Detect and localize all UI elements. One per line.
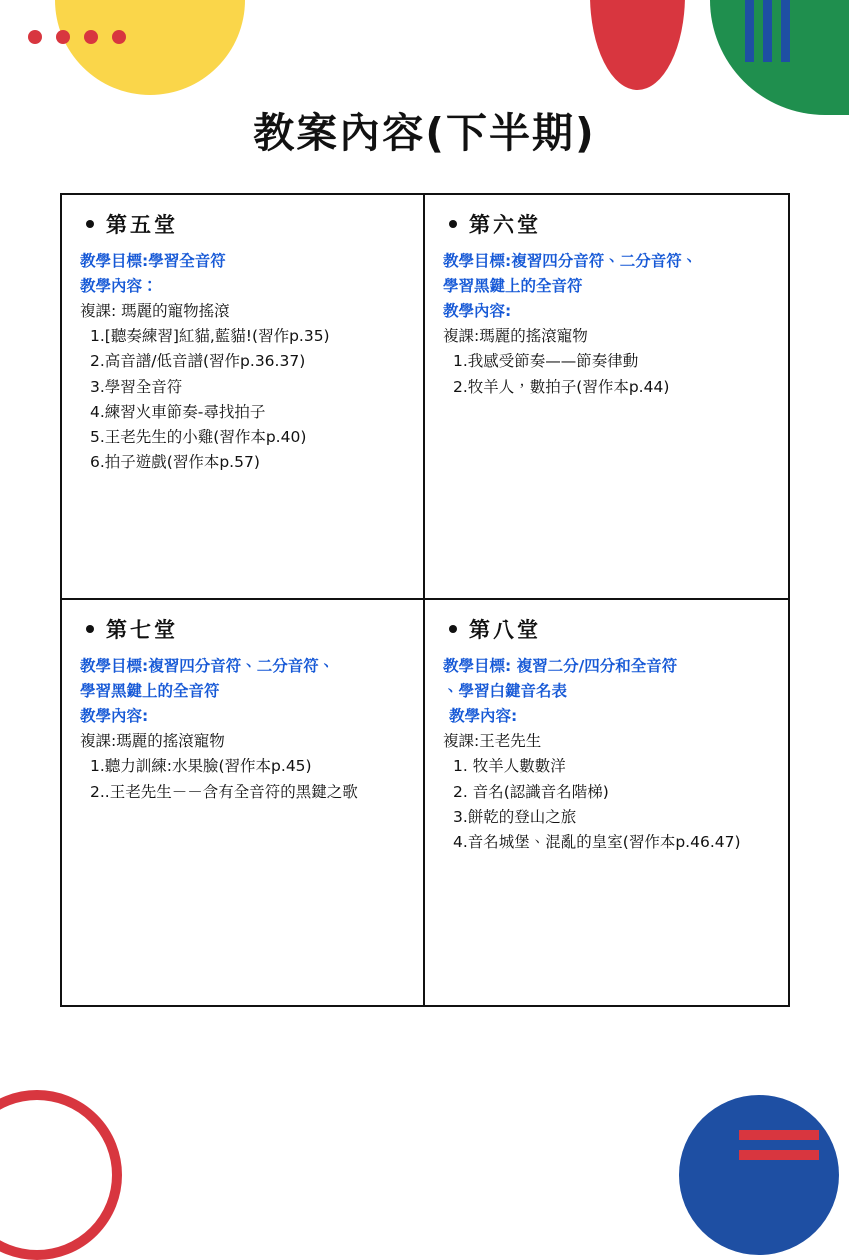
lesson-item: 6.拍子遊戲(習作本p.57) xyxy=(90,452,260,471)
lesson-item: 2..王老先生－－含有全音符的黑鍵之歌 xyxy=(90,782,358,801)
lesson-item: 2.牧羊人，數拍子(習作本p.44) xyxy=(453,377,670,396)
dot-4 xyxy=(112,30,126,44)
lesson-item: 3.學習全音符 xyxy=(90,377,183,396)
dot-1 xyxy=(28,30,42,44)
lesson-heading-5: 第五堂 xyxy=(86,209,409,239)
lesson-item: 2. 音名(認識音名階梯) xyxy=(453,782,609,801)
lesson-item: 1. 牧羊人數數洋 xyxy=(453,757,566,776)
lesson-cell-8 xyxy=(425,600,788,1005)
lesson-heading-6: 第六堂 xyxy=(449,209,774,239)
lesson-content-label-6: 教學內容: xyxy=(443,302,512,321)
lesson-goal-8: 教學目標: 複習二分/四分和全音符 xyxy=(443,657,678,675)
decoration-red-dots xyxy=(28,30,126,44)
lesson-content-label-5: 教學內容： xyxy=(80,277,158,296)
lesson-cell-7 xyxy=(62,600,425,1005)
decoration-red-bars xyxy=(739,1130,819,1160)
lesson-item: 2.高音譜/低音譜(習作p.36.37) xyxy=(90,352,306,371)
bullet-icon xyxy=(86,625,94,633)
decoration-red-ring xyxy=(0,1090,122,1260)
decoration-red-semicircle xyxy=(590,0,685,90)
page-title-wrap xyxy=(0,100,849,159)
lesson-content-label-8: 教學內容: xyxy=(449,707,518,726)
lesson-cell-5 xyxy=(62,195,425,600)
lesson-review-7: 複課:瑪麗的搖滾寵物 xyxy=(80,732,225,751)
decoration-blue-bars xyxy=(745,0,790,62)
lesson-item: 3.餅乾的登山之旅 xyxy=(453,807,577,826)
lesson-heading-8: 第八堂 xyxy=(449,614,774,644)
lesson-item: 1.[聽奏練習]紅貓,藍貓!(習作p.35) xyxy=(90,327,330,346)
bullet-icon xyxy=(86,220,94,228)
lesson-goal-7-cont: 學習黑鍵上的全音符 xyxy=(80,682,220,701)
lesson-goal-5: 教學目標:學習全音符 xyxy=(80,252,226,270)
decoration-green-shape xyxy=(710,0,849,115)
bullet-icon xyxy=(449,625,457,633)
lesson-cell-6 xyxy=(425,195,788,600)
lesson-review-8: 複課:王老先生 xyxy=(443,732,542,751)
bullet-icon xyxy=(449,220,457,228)
lesson-review-5: 複課: 瑪麗的寵物搖滾 xyxy=(80,302,230,321)
page-title: 教案內容(下半期) xyxy=(253,109,596,157)
lesson-item: 5.王老先生的小雞(習作本p.40) xyxy=(90,427,307,446)
lesson-content-label-7: 教學內容: xyxy=(80,707,149,726)
lesson-table xyxy=(60,193,790,1007)
lesson-goal-6: 教學目標:複習四分音符、二分音符、 xyxy=(443,252,698,270)
lesson-item: 1.聽力訓練:水果臉(習作本p.45) xyxy=(90,757,312,776)
lesson-goal-6-cont: 學習黑鍵上的全音符 xyxy=(443,277,583,296)
decoration-blue-circle xyxy=(679,1095,839,1255)
decoration-yellow-semicircle xyxy=(55,0,245,95)
lesson-goal-7: 教學目標:複習四分音符、二分音符、 xyxy=(80,657,335,675)
dot-2 xyxy=(56,30,70,44)
lesson-item: 4.音名城堡、混亂的皇室(習作本p.46.47) xyxy=(453,832,741,851)
lesson-heading-7: 第七堂 xyxy=(86,614,409,644)
lesson-item: 1.我感受節奏——節奏律動 xyxy=(453,352,639,371)
dot-3 xyxy=(84,30,98,44)
lesson-goal-8-cont: 、學習白鍵音名表 xyxy=(443,682,568,701)
lesson-review-6: 複課:瑪麗的搖滾寵物 xyxy=(443,327,588,346)
lesson-item: 4.練習火車節奏-尋找拍子 xyxy=(90,402,266,421)
